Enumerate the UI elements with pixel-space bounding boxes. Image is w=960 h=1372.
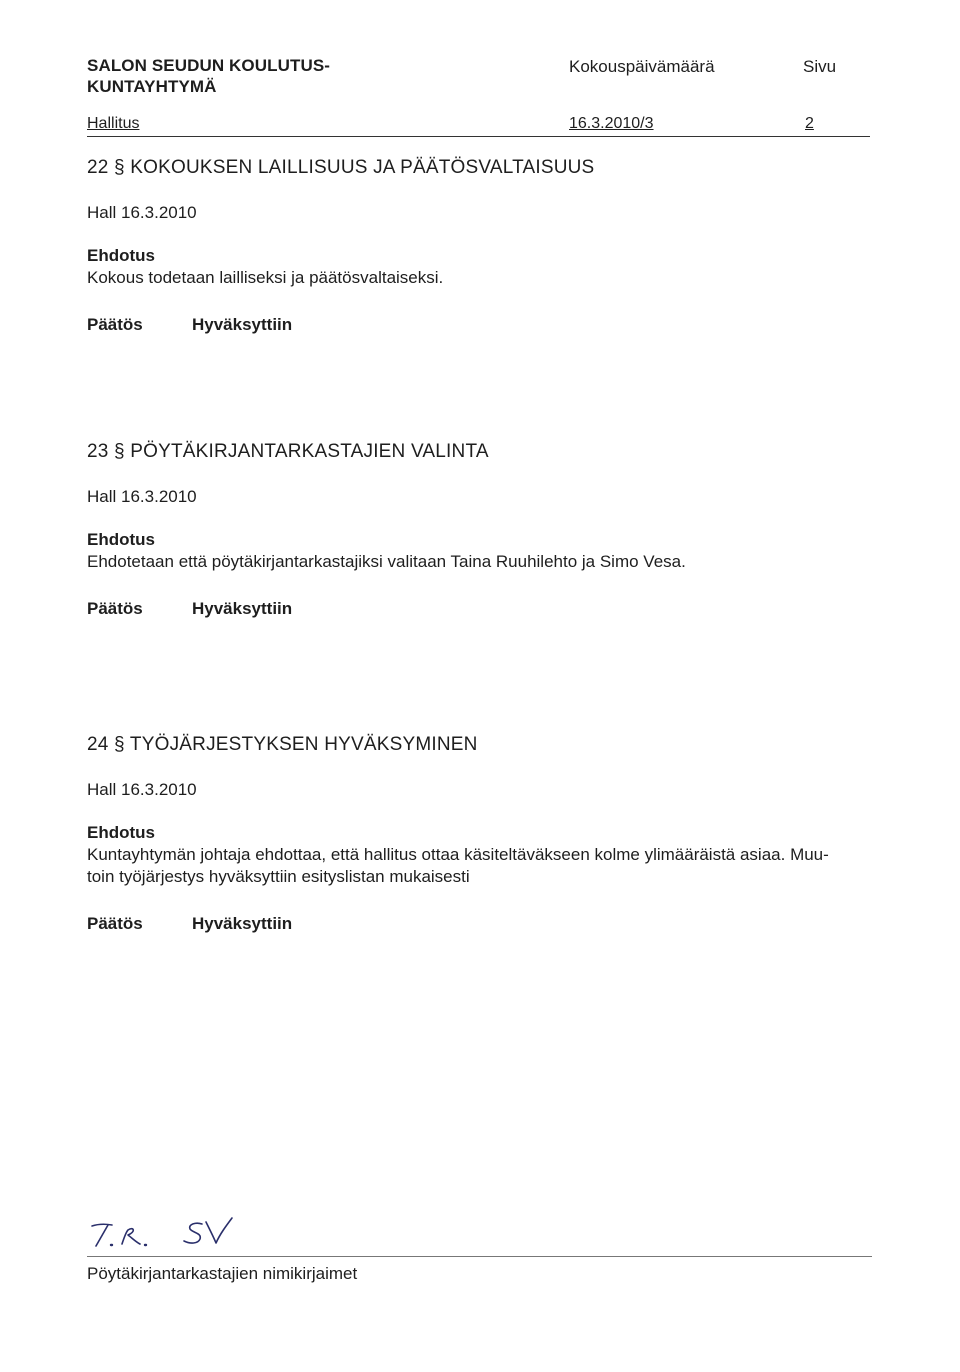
governing-body: Hallitus (87, 115, 140, 132)
org-name-line1: SALON SEUDUN KOULUTUS- (87, 56, 331, 75)
proposal-text: Kokous todetaan lailliseksi ja päätösvaltaiseksi. (87, 268, 444, 287)
section-board-date: Hall 16.3.2010 (87, 487, 197, 506)
section-title: 24 § TYÖJÄRJESTYKSEN HYVÄKSYMINEN (87, 734, 478, 755)
proposal-label: Ehdotus (87, 530, 155, 549)
page-label: Sivu (803, 57, 837, 76)
org-name-line2: KUNTAYHTYMÄ (87, 77, 217, 96)
section-22 (87, 157, 877, 335)
decision-text: Hyväksyttiin (192, 315, 293, 334)
proposal-label: Ehdotus (87, 246, 155, 265)
initial-s-stroke (184, 1223, 202, 1243)
initial-r-stroke (122, 1229, 140, 1244)
proposal-label: Ehdotus (87, 823, 155, 842)
initial-v-stroke (206, 1218, 232, 1243)
section-board-date: Hall 16.3.2010 (87, 780, 197, 799)
decision-text: Hyväksyttiin (192, 914, 293, 933)
section-board-date: Hall 16.3.2010 (87, 203, 197, 222)
organization-name (87, 55, 330, 97)
initial-t-top-stroke (92, 1224, 112, 1226)
handwritten-initials (90, 1212, 260, 1254)
section-24 (87, 734, 877, 934)
decision-label: Päätös (87, 599, 143, 618)
signatures-caption: Pöytäkirjantarkastajien nimikirjaimet (87, 1264, 358, 1283)
decision-label: Päätös (87, 315, 143, 334)
signature-line (87, 1256, 872, 1257)
decision-row (87, 315, 877, 335)
section-title: 23 § PÖYTÄKIRJANTARKASTAJIEN VALINTA (87, 441, 489, 462)
decision-row (87, 599, 877, 619)
section-23 (87, 441, 877, 619)
decision-label: Päätös (87, 914, 143, 933)
meeting-date-label: Kokouspäivämäärä (569, 57, 715, 76)
decision-row (87, 914, 877, 934)
section-title: 22 § KOKOUKSEN LAILLISUUS JA PÄÄTÖSVALTAISUUS (87, 157, 595, 178)
decision-text: Hyväksyttiin (192, 599, 293, 618)
initial-t-stem (96, 1225, 108, 1246)
proposal-text: Ehdotetaan että pöytäkirjantarkastajiksi valitaan Taina Ruuhilehto ja Simo Vesa. (87, 552, 686, 571)
page-number: 2 (805, 115, 814, 132)
meeting-date: 16.3.2010/3 (569, 115, 654, 132)
proposal-text: Kuntayhtymän johtaja ehdottaa, että hallitus ottaa käsiteltäväkseen kolme ylimääräistä asiaa. Muu- toin työjärjestys hyväksyttiin esityslistan mukaisesti (87, 845, 829, 886)
header-info-row (87, 112, 870, 137)
